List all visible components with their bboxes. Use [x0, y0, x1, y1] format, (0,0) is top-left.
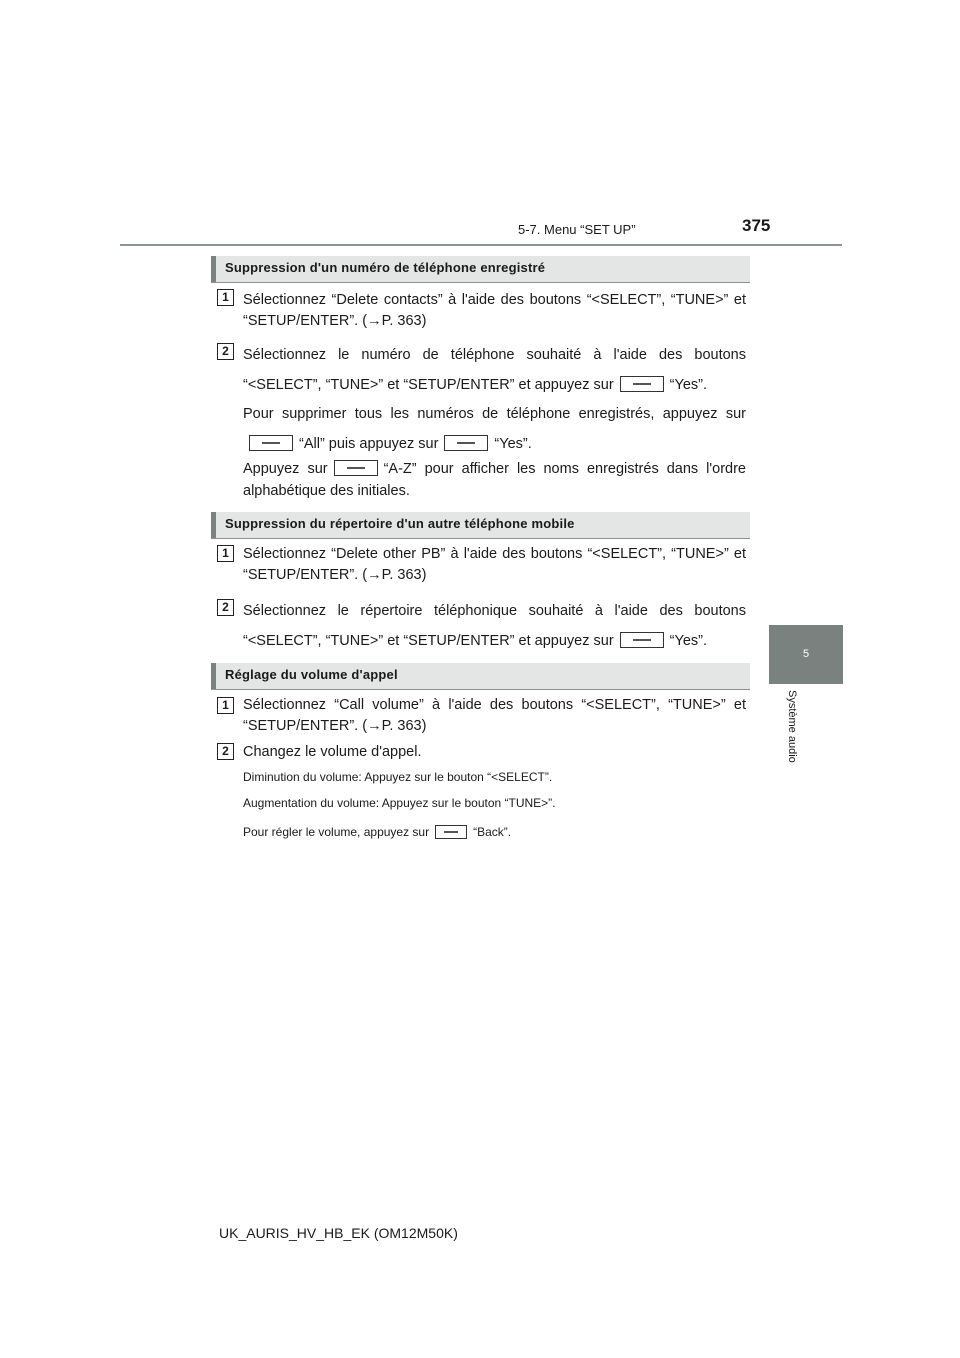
step-number-1: 1	[217, 289, 234, 306]
document-footer: UK_AURIS_HV_HB_EK (OM12M50K)	[219, 1225, 458, 1241]
section-title: Suppression d'un numéro de téléphone enregistré	[225, 260, 546, 275]
section-title: Réglage du volume d'appel	[225, 667, 398, 682]
section-heading-delete-other-phonebook	[211, 512, 750, 539]
step-number-2: 2	[217, 599, 234, 616]
detail-text: Diminution du volume: Appuyez sur le bouton “<SELECT”.	[243, 770, 553, 784]
step-number-2: 2	[217, 343, 234, 360]
section-title: Suppression du répertoire d'un autre téléphone mobile	[225, 516, 575, 531]
arrow-icon: →	[367, 567, 382, 583]
step-text: Sélectionnez “Delete other PB” à l'aide des boutons “<SELECT”, “TUNE>” et “SETUP/ENTER”. (→P. 363)	[243, 546, 746, 583]
detail-text: Augmentation du volume: Appuyez sur le bouton “TUNE>”.	[243, 796, 556, 810]
note-text: Pour supprimer tous les numéros de téléphone enregistrés, appuyez sur“All” puis appuyez sur “Yes”.	[243, 406, 746, 452]
arrow-icon: →	[367, 313, 382, 329]
menu-button-icon	[444, 435, 488, 451]
page-number: 375	[742, 216, 771, 235]
step-text: Changez le volume d'appel.	[243, 744, 422, 760]
step-number-1: 1	[217, 545, 234, 562]
chapter-tab: 5	[769, 625, 843, 684]
step-text: Sélectionnez “Call volume” à l'aide des boutons “<SELECT”, “TUNE>” et “SETUP/ENTER”. (→P. 363)	[243, 697, 746, 734]
note-text: Appuyez sur “A-Z” pour afficher les noms enregistrés dans l'ordre alphabétique des initiales.	[243, 461, 746, 499]
section-heading-delete-number	[211, 256, 750, 283]
chapter-label: Système audio	[786, 690, 798, 763]
menu-button-icon	[435, 825, 467, 839]
arrow-icon: →	[367, 718, 382, 734]
detail-text: Pour régler le volume, appuyez sur “Back”.	[243, 825, 512, 839]
section-heading-call-volume	[211, 663, 750, 690]
menu-button-icon	[620, 632, 664, 648]
menu-button-icon	[620, 376, 664, 392]
step-text: Sélectionnez le numéro de téléphone souhaité à l'aide des boutons “<SELECT”, “TUNE>” et “SETUP/ENTER” et appuyez sur “Yes”.	[243, 347, 746, 393]
step-text: Sélectionnez le répertoire téléphonique souhaité à l'aide des boutons “<SELECT”, “TUNE>” et “SETUP/ENTER” et appuyez sur “Yes”.	[243, 603, 746, 649]
step-number-1: 1	[217, 697, 234, 714]
step-number-2: 2	[217, 743, 234, 760]
header-divider	[120, 244, 842, 246]
step-text: Sélectionnez “Delete contacts” à l'aide des boutons “<SELECT”, “TUNE>” et “SETUP/ENTER”. (→P. 363)	[243, 292, 746, 329]
menu-button-icon	[249, 435, 293, 451]
header-section-title: 5-7. Menu “SET UP”	[518, 222, 636, 237]
menu-button-icon	[334, 460, 378, 476]
